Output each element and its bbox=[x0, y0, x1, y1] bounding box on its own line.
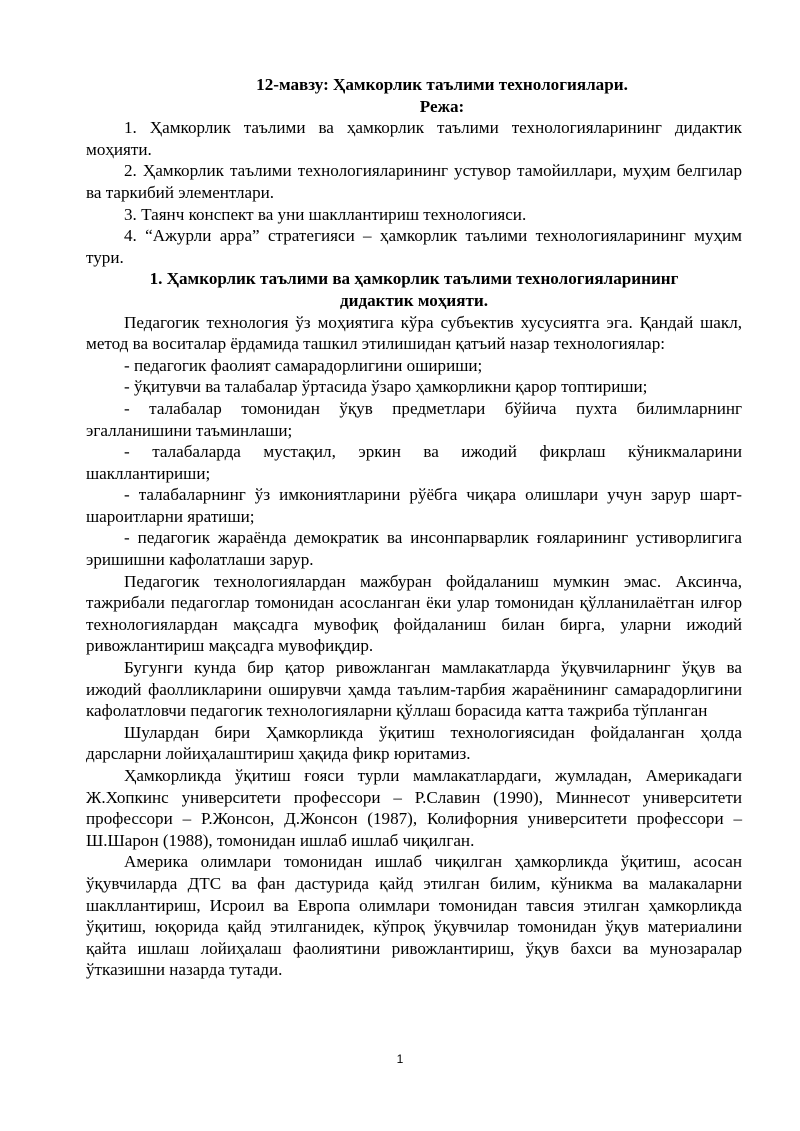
list-item: - педагогик фаолият самарадорлигини ошириши; bbox=[124, 355, 483, 375]
page-number: 1 bbox=[396, 1052, 404, 1066]
document-title: 12-мавзу: Ҳамкорлик таълими технологиялари. bbox=[256, 75, 628, 94]
list-item: - ўқитувчи ва талабалар ўртасида ўзаро ҳамкорликни қарор топтириши; bbox=[124, 377, 648, 397]
paragraph: Бугунги кунда бир қатор ривожланган мамлакатларда ўқувчиларнинг ўқув ва ижодий фаолликларини оширувчи ҳамда таълим-тарбия жараёнининг самарадорлигини кафолатловчи педагогик технологияларни қўллаш борасида катта тажриба тўпланган bbox=[86, 658, 742, 721]
section-heading-line1: 1. Ҳамкорлик таълими ва ҳамкорлик таълими технологияларининг bbox=[149, 269, 679, 289]
document-page bbox=[86, 74, 742, 981]
list-item: - талабаларда мустақил, эркин ва ижодий фикрлаш кўникмаларини шакллантириши; bbox=[86, 442, 742, 483]
section-heading-line2: дидактик моҳияти. bbox=[339, 290, 489, 310]
paragraph: Ҳамкорликда ўқитиш ғояси турли мамлакатлардаги, жумладан, Америкадаги Ж.Хопкинс университети профессори – Р.Славин (1990), Миннесот университети профессори – Р.Жонсон, Д.Жонсон (1987), Колифорния университети профессори – Ш.Шарон (1988), томонидан ишлаб ишлаб чиқилган. bbox=[86, 766, 742, 850]
paragraph: Шулардан бири Ҳамкорликда ўқитиш технологиясидан фойдаланган ҳолда дарсларни лойиҳалаштириш ҳақида фикр юритамиз. bbox=[86, 722, 742, 764]
paragraph: Америка олимлари томонидан ишлаб чиқилган ҳамкорликда ўқитиш, асосан ўқувчиларда ДТС ва фан дастурида қайд этилган билим, кўникма ва малакаларни шакллантириш, Исроил ва Европа олимлари томонидан тавсия этилган ҳамкорликда ўқитиш, юқорида қайд этилганидек, кўпроқ ўқувчилар томонидан ўқув материалини қайта ишлаш лойиҳалаш фаолиятини ривожлантириш, ўқув бахси ва мунозаралар ўтказишни назарда тутади. bbox=[86, 852, 742, 980]
paragraph-intro: Педагогик технология ўз моҳиятига кўра субъектив хусусиятга эга. Қандай шакл, метод ва воситалар ёрдамида ташкил этилишидан қатъий назар технологиялар: bbox=[86, 312, 742, 354]
plan-item-1: 1. Ҳамкорлик таълими ва ҳамкорлик таълими технологияларининг дидактик моҳияти. bbox=[86, 118, 742, 159]
list-item: - талабаларнинг ўз имкониятларини рўёбга чиқара олишлари учун зарур шарт-шароитларни яратиши; bbox=[86, 485, 742, 526]
paragraph: Педагогик технологиялардан мажбуран фойдаланиш мумкин эмас. Аксинча, тажрибали педагоглар томонидан асосланган ёки улар томонидан қўлланилаётган илғор технологиялардан мақсадга мувофиқ фойдаланиш билан бирга, уларни ижодий ривожлантириш мақсадга мувофиқдир. bbox=[86, 571, 742, 656]
plan-item-2: 2. Ҳамкорлик таълими технологияларининг устувор тамойиллари, муҳим белгилар ва таркибий элементлари. bbox=[86, 161, 742, 202]
plan-heading: Режа: bbox=[419, 96, 465, 116]
plan-item-4: 4. “Ажурли арра” стратегияси – ҳамкорлик таълими технологияларининг муҳим тури. bbox=[86, 226, 742, 267]
plan-item-3: 3. Таянч конспект ва уни шакллантириш технологияси. bbox=[124, 204, 527, 224]
list-item: - талабалар томонидан ўқув предметлари бўйича пухта билимларнинг эгалланишини таъминлаши; bbox=[86, 398, 742, 440]
list-item: - педагогик жараёнда демократик ва инсонпарварлик ғояларининг устиворлигига эришишни кафолатлаши зарур. bbox=[86, 528, 742, 570]
